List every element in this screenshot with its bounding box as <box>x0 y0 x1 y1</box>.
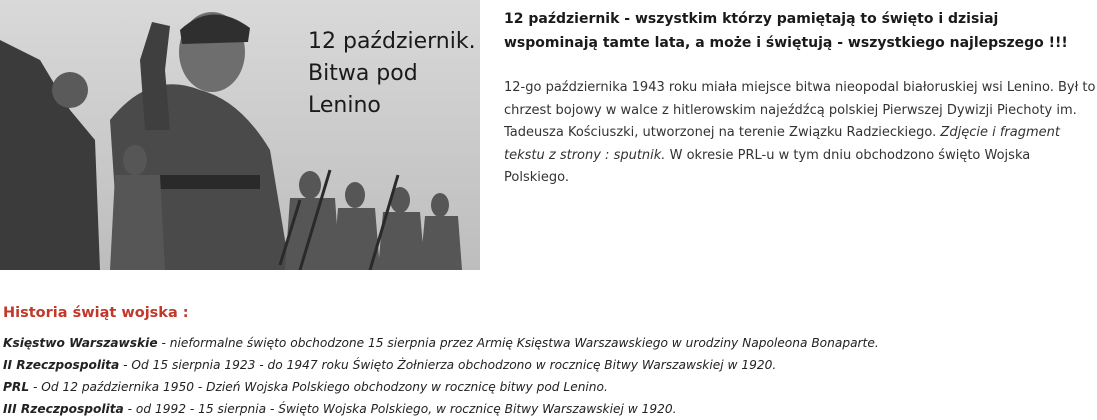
history-text: - Od 15 sierpnia 1923 - do 1947 roku Święto Żołnierza obchodzono w rocznicę Bitwy Warszawskiej w 1920. <box>119 358 777 372</box>
article-body <box>504 77 1096 190</box>
source-note: Zdjęcie i fragment tekstu z strony : sputnik. <box>504 125 1060 163</box>
history-term: Księstwo Warszawskie <box>3 336 158 350</box>
history-list <box>3 332 1093 420</box>
article-body-tail: W okresie PRL-u w tym dniu obchodzono święto Wojska Polskiego. <box>504 147 1031 185</box>
history-term: II Rzeczpospolita <box>3 358 120 372</box>
history-text: - nieformalne święto obchodzone 15 sierpnia przez Armię Księstwa Warszawskiego w urodziny Napoleona Bonaparte. <box>157 336 879 350</box>
article-body-text: 12-go października 1943 roku miała miejsce bitwa nieopodal białoruskiej wsi Lenino. Był to chrzest bojowy w walce z hitlerowskim najeźdźcą polskiej Pierwszej Dywizji Piechoty im. Tadeusza Kościuszki, utworzonej na terenie Związku Radzieckiego. <box>504 80 1096 140</box>
article-headline: 12 październik - wszystkim którzy pamiętają to święto i dzisiaj wspominają tamte lata, a może i świętują - wszystkiego najlepszego !!! <box>504 11 1068 51</box>
history-text: - od 1992 - 15 sierpnia - Święto Wojska Polskiego, w rocznicę Bitwy Warszawskiej w 1920. <box>123 402 677 416</box>
list-item <box>3 398 1093 420</box>
history-text: - Od 12 października 1950 - Dzień Wojska Polskiego obchodzony w rocznicę bitwy pod Lenino. <box>29 380 608 394</box>
list-item <box>3 354 1093 376</box>
history-section <box>3 302 1093 420</box>
list-item <box>3 332 1093 354</box>
article <box>504 7 1096 190</box>
photo-caption: 12 październik. Bitwa pod Lenino <box>308 29 476 118</box>
hero-photo <box>0 0 480 270</box>
history-term: PRL <box>3 380 30 394</box>
list-item <box>3 376 1093 398</box>
history-term: III Rzeczpospolita <box>3 402 124 416</box>
history-title: Historia świąt wojska : <box>3 305 189 321</box>
